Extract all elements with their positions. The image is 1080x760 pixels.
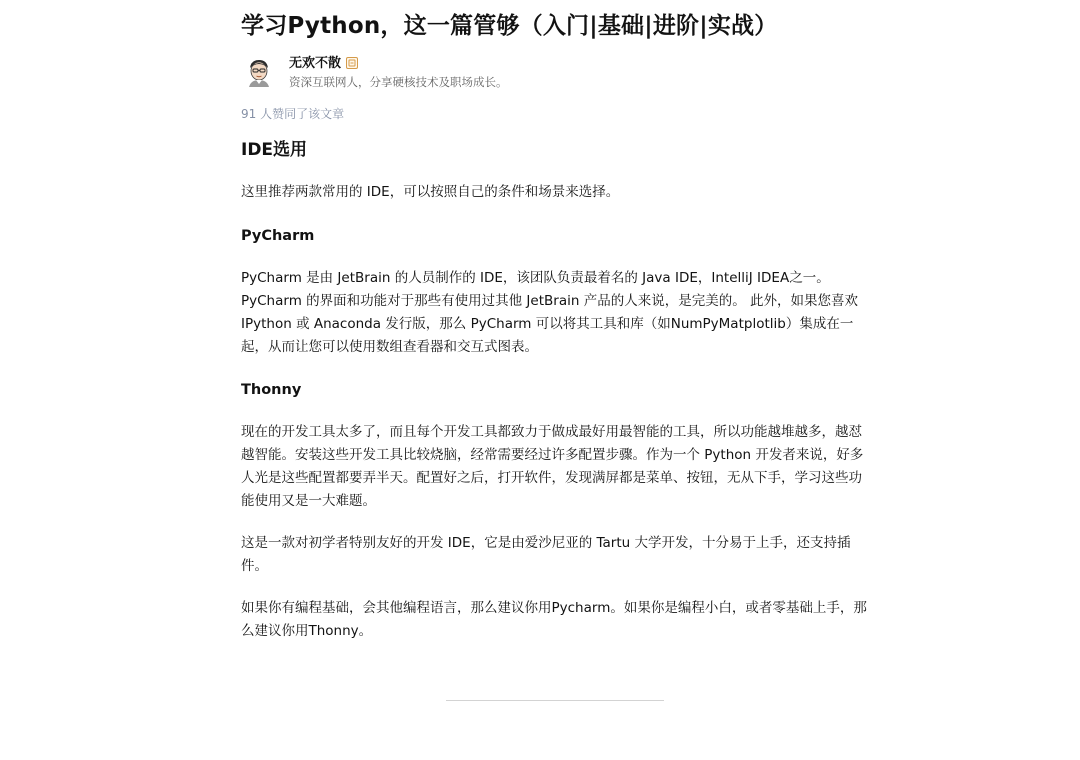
likes-count[interactable]: 91 人赞同了该文章 (241, 107, 345, 121)
thonny-paragraph-3: 如果你有编程基础，会其他编程语言，那么建议你用Pycharm。如果你是编程小白，或者零基础上手，那么建议你用Thonny。 (241, 600, 867, 639)
pycharm-paragraph: PyCharm 是由 JetBrain 的人员制作的 IDE，该团队负责最着名的 Java IDE，IntelliJ IDEA之一。PyCharm 的界面和功能对于那些有使用过其他 JetBrain 产品的人来说，是完美的。 此外，如果您喜欢 IPython 或 Anaconda 发行版，那么 PyCharm 可以将其工具和库（如NumPyMatplotlib）集成在一起，从而让您可以使用数组查看器和交互式图表。 (241, 270, 858, 355)
article-title: 学习Python，这一篇管够（入门|基础|进阶|实战） (241, 13, 778, 39)
thonny-paragraph-2: 这是一款对初学者特别友好的开发 IDE，它是由爱沙尼亚的 Tartu 大学开发，十分易于上手，还支持插件。 (241, 535, 851, 574)
badge-icon (346, 57, 358, 69)
section-heading-ide: IDE选用 (241, 140, 308, 160)
thonny-paragraph-1: 现在的开发工具太多了，而且每个开发工具都致力于做成最好用最智能的工具，所以功能越堆越多，越怼越智能。安装这些开发工具比较烧脑，经常需要经过许多配置步骤。作为一个 Python 开发者来说，好多人光是这些配置都要弄半天。配置好之后，打开软件，发现满屏都是菜单、按钮，无从下手，学习这些功能使用又是一大难题。 (241, 424, 864, 509)
author-name[interactable]: 无欢不散 (289, 56, 342, 71)
intro-paragraph: 这里推荐两款常用的 IDE，可以按照自己的条件和场景来选择。 (241, 184, 620, 200)
heading-thonny: Thonny (241, 382, 302, 398)
author-avatar[interactable] (241, 54, 277, 90)
author-bio: 资深互联网人，分享硬核技术及职场成长。 (289, 75, 508, 89)
author-info (241, 52, 867, 92)
author-name-row (289, 55, 358, 73)
heading-pycharm: PyCharm (241, 228, 315, 244)
content-divider (446, 700, 664, 701)
